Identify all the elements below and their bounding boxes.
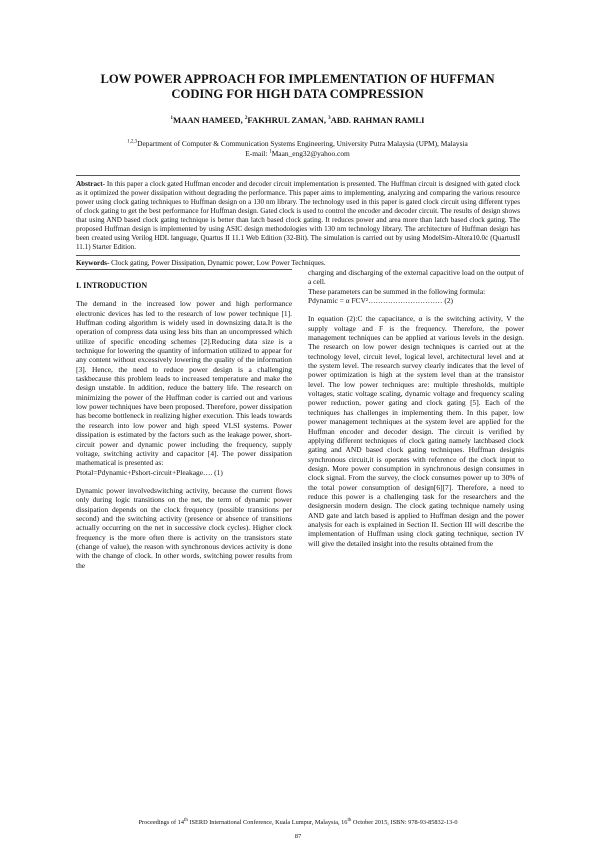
author-1-sup: 1 bbox=[170, 116, 174, 122]
keywords-text: Clock gating, Power Dissipation, Dynamic power, Low Power Techniques. bbox=[109, 259, 326, 267]
author-3-sup: 3 bbox=[328, 116, 331, 122]
conference-footer bbox=[76, 819, 520, 826]
page-number: 87 bbox=[294, 833, 302, 840]
title-line-1: LOW POWER APPROACH FOR IMPLEMENTATION OF HUFFMAN bbox=[100, 72, 495, 86]
left-column bbox=[76, 271, 292, 570]
affiliation-sup: 1,2,3 bbox=[127, 139, 138, 145]
keywords-bottom-rule bbox=[76, 269, 292, 270]
abstract-text: In this paper a clock gated Huffman encoder and decoder circuit implementation is presented. The Huffman circuit is designed with gated clock as it optimized the power dissipation without degrading the performance. This paper aims to implementing, analyzing and comparing the various resource power using clock gating techniques to Huffman design on a 130 nm library. The technology used in this paper is gated clock circuit using different types of clock gating to get the best performance for Huffman design. Gated clock is used to control the encoder and decoder circuit. The results of design shows that using AND based clock gating technique is better than latch based clock gating. It reduces power and area more than latch based clock gating. The proposed Huffman design is implemented by using ASIC design methodologies with 130 nm technology library. The architecture of Huffman design has been created using Verilog HDL language, Quartus II 11.1 Web Edition (32-Bit). The simulation is carried out by using ModelSim-Altera10.0c (QuartusII 11.1) Starter Edition. bbox=[76, 180, 520, 252]
intro-paragraph-2: Dynamic power involvedswitching activity, because the current flows only during logic transitions on the net, the term of dynamic power dissipation depends on the clock frequency (possible transitions per second) and the switching activity (presence or absence of transitions actually occurring on the net in successive clock cycles). Higher clock frequency is the more often there is activity on the transistors state (change of value), the reason with synchronous devices activity is done with the change of clock. In other words, switching power results from the bbox=[76, 485, 292, 570]
email-address: Maan_eng32@yahoo.com bbox=[271, 148, 350, 158]
keywords-top-rule bbox=[76, 255, 520, 256]
affiliation-text: Department of Computer & Communication Systems Engineering, University Putra Malaysia (UPM), Malaysia bbox=[137, 139, 468, 148]
intro-paragraph-3: charging and discharging of the external capacitive load on the output of a cell. bbox=[308, 268, 524, 287]
abstract-top-rule bbox=[76, 175, 520, 176]
abstract-block bbox=[76, 180, 520, 252]
footer-suffix: October 2015, ISBN: 978-93-85832-13-0 bbox=[351, 819, 458, 826]
title-line-2: CODING FOR HIGH DATA COMPRESSION bbox=[171, 87, 424, 101]
intro-paragraph-4: These parameters can be summed in the following formula: bbox=[308, 286, 486, 296]
abstract-label: Abstract- bbox=[76, 180, 105, 188]
footer-prefix: Proceedings of 14 bbox=[138, 819, 184, 826]
footer-sup-1: th bbox=[183, 817, 188, 823]
formula-1: Ptotal=Pdynamic+Pshort-circuit+Pleakage…. (1) bbox=[76, 467, 223, 477]
email-prefix: E-mail: bbox=[245, 148, 270, 158]
intro-paragraph-5: In equation (2):C the capacitance, α is the switching activity, V the supply voltage and F is the frequency. Therefore, the power management techniques can be applied at various levels in the design. The research on low power design techniques is carried out at the technology level, circuit level, logical level, architectural level and at the system level. The research survey clearly indicates that the level of power optimization is high at the system level than at the transistor level. The low power techniques are: multiple thresholds, multiple voltages, static voltage scaling, dynamic voltage and frequency scaling power reduction, power gating and clock gating [5]. Each of the techniques has challenges in implementing them. In this paper, low power management techniques at the system level are applied for the Huffman encoder and decoder design. The circuit is verified by applying different techniques of clock gating namely latchbased clock gating and AND based clock gating techniques. Huffman designis synchronous circuit,it is operates with reference of the clock input to design. More power consumption in synchronous design consumes in clock signal. From the survey, the clock consumes power up to 30% of the total power consumption of design[6][7]. Therefore, a need to reduce this power is a challenging task for the researchers and the designersin modern design. The clock gating technique namely using AND gate and latch based is applied to Huffman design and the power analysis for each is explained in Section II. Section III will describe the implementation of Huffman using clock gating technique, section IV will give the detailed insight into the results obtained from the bbox=[308, 314, 524, 548]
author-1-name: MAAN HAMEED, bbox=[173, 115, 245, 125]
intro-paragraph-1: The demand in the increased low power and high performance electronic devices has led to the research of low power technique [1]. Huffman coding algorithm is widely used in downsizing data.It is the operation of compress data using less bits than an uncompressed which utilize of specific encoding schemes [2].Reducing data size is a technique for lowering the quantity of information utilized to appear for any content without excessively lowering the quality of the information [3]. Hence, the need to reduce power design is a challenging taskbecause this problem leads to increased temperature and make the design unstable. In addition, reduce the battery life. The research on minimizing the power of the Huffman coder is carried out and various low power techniques have been proposed. Therefore, power dissipation has become bottleneck in realizing higher execution. This leads towards the research into low power and high speed VLSI systems. Power dissipation is estimated by the factors such as the leakage power, short-circuit power and dynamic power including the frequency, supply voltage, switching activity and capacitor [4]. The power dissipation mathematical is presented as: bbox=[76, 299, 292, 468]
author-list bbox=[40, 115, 555, 125]
author-2-name: FAKHRUL ZAMAN, bbox=[247, 115, 329, 125]
keywords-block bbox=[76, 259, 520, 267]
right-column bbox=[308, 268, 524, 548]
footer-middle: ISERD International Conference, Kuala Lumpur, Malaysia, 16 bbox=[187, 819, 348, 826]
footer-sup-2: th bbox=[347, 817, 352, 823]
section-heading: I. INTRODUCTION bbox=[76, 281, 148, 290]
paper-title bbox=[40, 72, 555, 102]
keywords-label: Keywords- bbox=[76, 259, 110, 267]
formula-2: Pdynamic = α FCV²………………………… (2) bbox=[308, 296, 454, 306]
affiliation-block bbox=[40, 139, 555, 159]
email-sup: 1 bbox=[269, 149, 272, 155]
author-3-name: ABD. RAHMAN RAMLI bbox=[330, 115, 425, 125]
author-2-sup: 2 bbox=[244, 116, 248, 122]
